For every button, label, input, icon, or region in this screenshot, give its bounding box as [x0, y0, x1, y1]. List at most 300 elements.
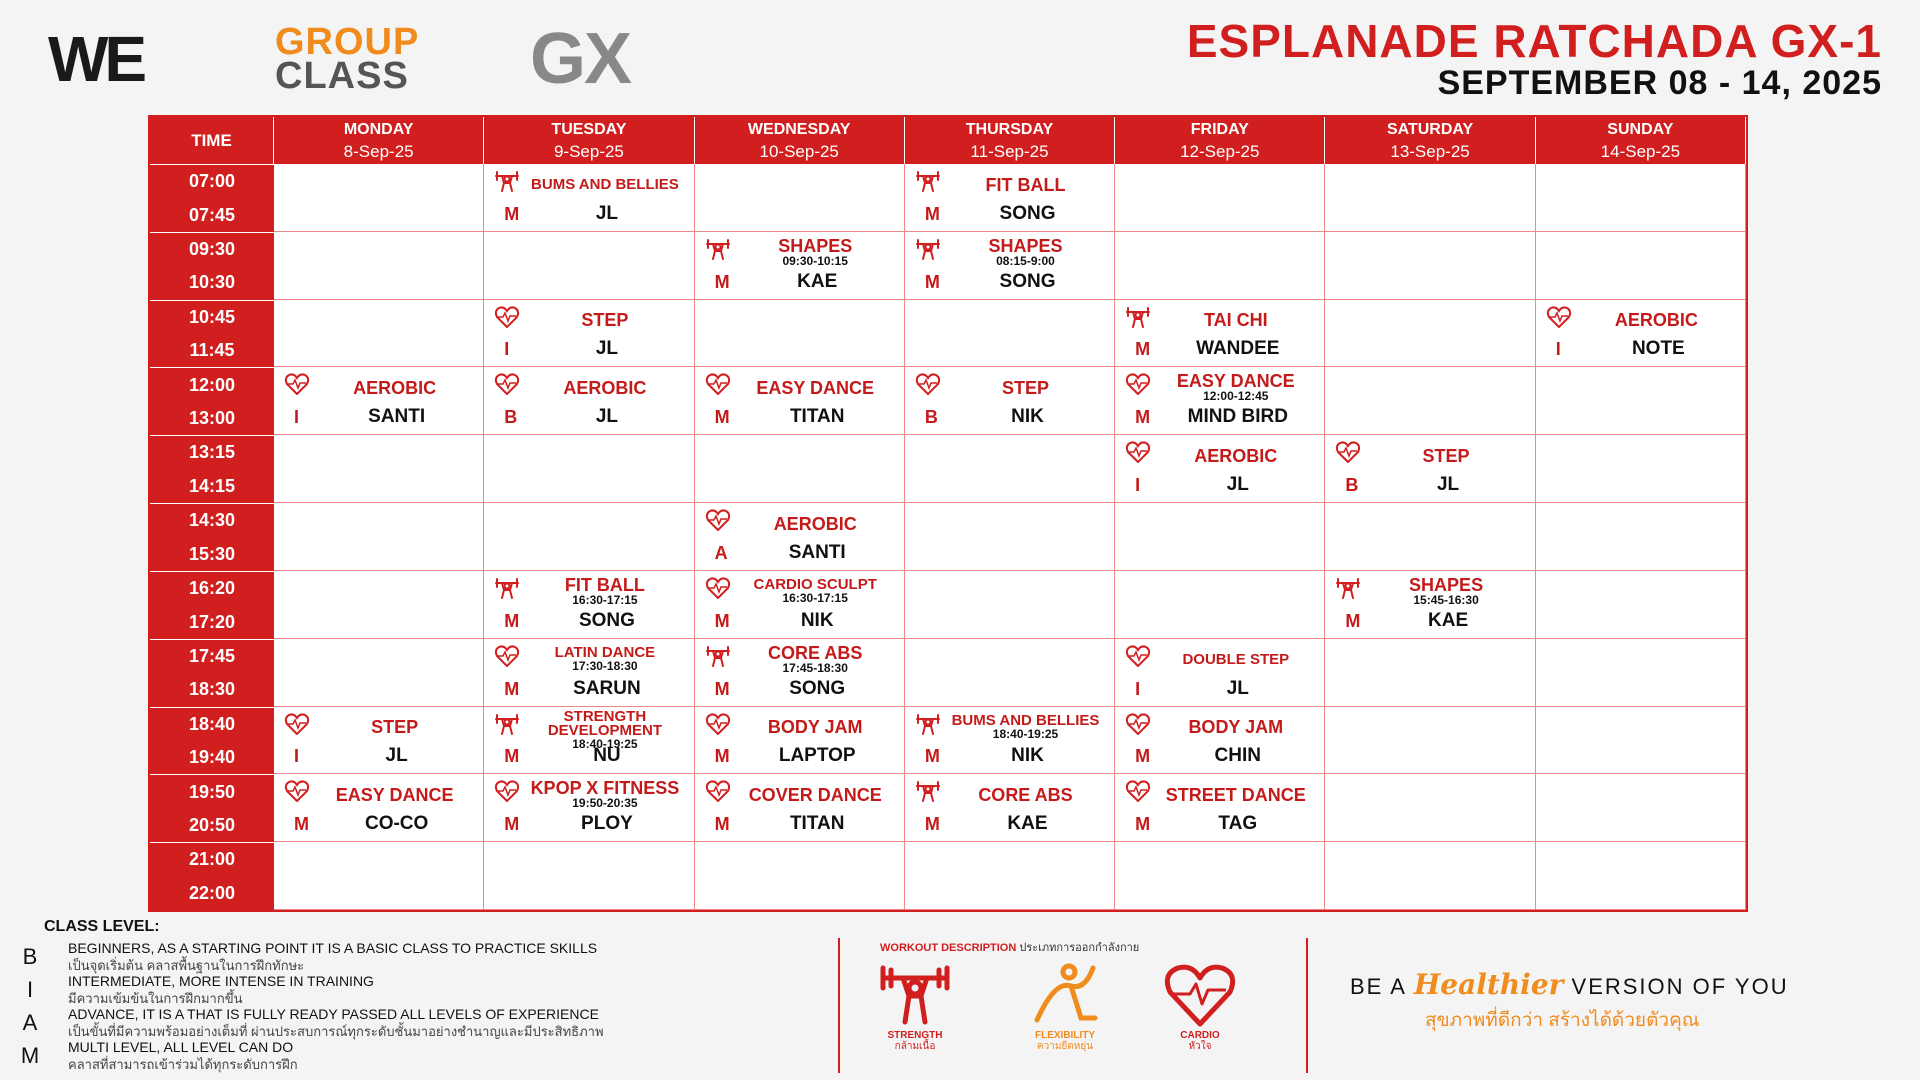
class-level: I [504, 339, 510, 360]
class-name [520, 303, 689, 339]
class-time: 16:30-17:15 [782, 591, 848, 606]
class-instructor: KAE [1428, 609, 1469, 631]
class-entry[interactable] [484, 300, 693, 367]
slot-start: 14:30 [188, 510, 236, 531]
class-entry[interactable] [1115, 367, 1324, 434]
class-entry[interactable] [484, 707, 693, 774]
slogan: BE A Healthier VERSION OF YOU [1350, 968, 1789, 1001]
class-entry[interactable] [905, 232, 1114, 299]
slot-start: 10:45 [188, 306, 236, 327]
class-entry[interactable] [484, 164, 693, 231]
class-level: M [504, 610, 520, 631]
class-level: I [1555, 339, 1561, 360]
slot-end: 22:00 [188, 882, 236, 903]
class-level: M [924, 746, 940, 767]
class-name [1361, 438, 1530, 474]
day-date: 10-Sep-25 [759, 141, 839, 161]
flexibility-label-th: ความยืดหยุ่น [1036, 1041, 1094, 1052]
strength-label: STRENGTH [887, 1030, 943, 1041]
class-entry[interactable] [274, 707, 483, 774]
logo-group-text: GROUP [275, 21, 420, 63]
schedule-cell [1325, 300, 1535, 368]
class-entry[interactable] [1115, 300, 1324, 367]
class-instructor: JL [595, 338, 619, 360]
class-title: SHAPES [778, 235, 853, 256]
class-title: AEROBIC [773, 513, 857, 534]
class-level: M [1135, 339, 1151, 360]
cardio-legend [1145, 960, 1255, 1052]
class-title: STEP [1422, 445, 1470, 466]
date-range: SEPTEMBER 08 - 14, 2025 [1437, 64, 1882, 102]
day-header [1115, 117, 1325, 164]
cardio-icon [705, 509, 733, 533]
class-entry[interactable] [695, 367, 904, 434]
class-level: M [1345, 610, 1361, 631]
class-time: 18:40-19:25 [992, 727, 1059, 742]
slot-end: 11:45 [189, 340, 235, 361]
time-slot [150, 639, 274, 707]
class-title: SHAPES [1409, 574, 1484, 595]
legend-item [20, 1039, 840, 1073]
cardio-icon [705, 713, 733, 737]
legend-item [20, 940, 840, 974]
class-entry[interactable] [1536, 300, 1745, 367]
class-entry[interactable] [905, 774, 1114, 841]
slot-end: 19:40 [188, 747, 236, 768]
schedule-cell [484, 774, 694, 842]
slogan-thai: สุขภาพที่ดีกว่า สร้างได้ด้วยตัวคุณ [1425, 1010, 1700, 1031]
class-time: 12:00-12:45 [1203, 389, 1269, 404]
class-time: 17:45-18:30 [782, 660, 848, 675]
slot-end: 18:30 [188, 679, 236, 700]
legend-text-thai: เป็นจุดเริ่มต้น คลาสพื้นฐานในการฝึกทักษะ [68, 958, 305, 973]
slot-start: 18:40 [188, 713, 236, 734]
strength-icon [875, 960, 955, 1030]
cardio-icon [1125, 645, 1153, 669]
class-instructor: KAE [797, 270, 838, 292]
schedule-cell [905, 164, 1115, 232]
class-entry[interactable] [695, 571, 904, 638]
strength-icon [1335, 577, 1363, 601]
class-name [310, 370, 479, 406]
class-time: 18:40-19:25 [572, 736, 638, 751]
strength-icon [915, 238, 943, 262]
day-header [695, 117, 905, 164]
slot-end: 20:50 [188, 814, 236, 835]
slot-start: 17:45 [188, 645, 236, 666]
class-instructor: MIND BIRD [1187, 406, 1288, 428]
schedule-cell [1325, 639, 1535, 707]
class-title: SHAPES [988, 235, 1063, 256]
class-name [1572, 303, 1741, 339]
schedule-cell [1325, 367, 1535, 435]
time-slot [150, 367, 274, 435]
schedule-cell [1325, 707, 1535, 775]
class-instructor: SANTI [788, 541, 846, 563]
schedule-cell [1536, 367, 1746, 435]
class-level: M [714, 271, 730, 292]
day-header [905, 117, 1115, 164]
class-name [310, 777, 479, 813]
class-name [941, 710, 1110, 746]
class-title: STEP [371, 717, 419, 738]
time-slot [150, 707, 274, 775]
class-instructor: TAG [1218, 813, 1258, 835]
legend-letter: M [20, 1043, 40, 1068]
schedule-cell [1115, 842, 1325, 910]
class-level: M [504, 746, 520, 767]
class-title: STRENGTH DEVELOPMENT [547, 707, 663, 739]
schedule-cell [905, 774, 1115, 842]
class-entry[interactable] [484, 639, 693, 706]
flexibility-label: FLEXIBILITY [1035, 1030, 1095, 1041]
schedule-cell [274, 842, 484, 910]
time-slot [150, 842, 274, 910]
class-title: EASY DANCE [756, 377, 875, 398]
class-instructor: CO-CO [364, 813, 429, 835]
slot-start: 13:15 [188, 442, 236, 463]
class-entry[interactable] [905, 367, 1114, 434]
schedule-cell [695, 164, 905, 232]
class-entry[interactable] [1115, 774, 1324, 841]
slot-end: 10:30 [188, 272, 236, 293]
class-title: EASY DANCE [335, 784, 454, 805]
class-entry[interactable] [695, 774, 904, 841]
class-name [1151, 710, 1320, 746]
class-title: BUMS AND BELLIES [531, 176, 679, 193]
legend-text-thai: คลาสที่สามารถเข้าร่วมได้ทุกระดับการฝึก [68, 1057, 298, 1072]
class-level: M [504, 678, 520, 699]
day-header [1536, 117, 1746, 164]
class-entry[interactable] [1115, 435, 1324, 502]
legend-text-thai: เป็นขั้นที่มีความพร้อมอย่างเต็มที่ ผ่านประสบการณ์ทุกระดับชั้นมาอย่างชำนาญและมีประสิทธิภาพ [68, 1024, 604, 1039]
class-title: AEROBIC [1194, 445, 1278, 466]
day-header [484, 117, 694, 164]
slot-end: 14:15 [188, 475, 236, 496]
class-time: 17:30-18:30 [572, 659, 638, 674]
page-title: ESPLANADE RATCHADA GX-1 [1186, 15, 1882, 67]
class-level: I [1135, 678, 1141, 699]
schedule-cell [1325, 435, 1535, 503]
schedule-cell [695, 707, 905, 775]
strength-icon [494, 577, 522, 601]
slot-end: 07:45 [188, 204, 236, 225]
class-instructor: JL [1226, 474, 1249, 496]
cardio-icon [494, 373, 522, 397]
strength-icon [705, 238, 733, 262]
legend-letter: I [26, 977, 34, 1002]
class-instructor: SONG [578, 609, 635, 631]
class-name [731, 710, 900, 746]
time-slot [150, 503, 274, 571]
class-name [1151, 303, 1320, 339]
class-title: EASY DANCE [1176, 371, 1295, 392]
slot-start: 21:00 [188, 849, 236, 870]
strength-icon [915, 780, 943, 804]
cardio-label-th: หัวใจ [1188, 1041, 1212, 1052]
schedule-cell [695, 639, 905, 707]
class-level: B [924, 407, 938, 428]
day-name: SATURDAY [1386, 120, 1474, 138]
workout-description-title: WORKOUT DESCRIPTION ประเภทการออกกำลังกาย [880, 942, 1140, 954]
class-entry[interactable] [905, 707, 1114, 774]
schedule-cell [695, 232, 905, 300]
schedule-cell [484, 503, 694, 571]
class-instructor: SONG [999, 270, 1056, 292]
schedule-cell [1536, 774, 1746, 842]
schedule-cell [484, 232, 694, 300]
schedule-cell [1536, 232, 1746, 300]
class-entry[interactable] [695, 503, 904, 570]
class-level: B [504, 407, 518, 428]
class-name [731, 506, 900, 542]
class-entry[interactable] [1325, 571, 1534, 638]
schedule-cell [695, 367, 905, 435]
class-entry[interactable] [274, 367, 483, 434]
cardio-icon [494, 780, 522, 804]
day-name: TUESDAY [551, 120, 627, 138]
cardio-icon [1335, 441, 1363, 465]
schedule-cell [1115, 639, 1325, 707]
class-entry[interactable] [1115, 639, 1324, 706]
class-entry[interactable] [695, 232, 904, 299]
class-level: M [1135, 814, 1151, 835]
schedule-cell [1325, 164, 1535, 232]
day-name: SUNDAY [1607, 120, 1674, 138]
cardio-icon [1125, 373, 1153, 397]
class-time: 19:50-20:35 [572, 796, 638, 811]
class-level: I [294, 407, 300, 428]
class-entry[interactable] [484, 571, 693, 638]
slot-end: 15:30 [188, 543, 236, 564]
class-level: M [924, 271, 940, 292]
class-title: DOUBLE STEP [1182, 650, 1290, 668]
schedule-cell [1536, 571, 1746, 639]
cardio-icon [1125, 713, 1153, 737]
class-name [941, 777, 1110, 813]
cardio-icon [494, 645, 522, 669]
schedule-cell [1536, 503, 1746, 571]
schedule-cell [274, 367, 484, 435]
time-slot [150, 164, 274, 232]
schedule-grid [148, 115, 1748, 912]
class-level: M [924, 203, 940, 224]
schedule-cell [905, 571, 1115, 639]
cardio-icon [705, 373, 733, 397]
schedule-cell [905, 503, 1115, 571]
class-title: STREET DANCE [1165, 784, 1306, 805]
class-level: M [714, 610, 730, 631]
class-instructor: SONG [999, 202, 1056, 224]
day-date: 12-Sep-25 [1180, 141, 1260, 161]
strength-label-th: กล้ามเนื้อ [894, 1041, 936, 1052]
day-date: 14-Sep-25 [1600, 141, 1681, 161]
schedule-cell [1325, 232, 1535, 300]
class-name [310, 710, 479, 746]
class-instructor: JL [1226, 677, 1249, 699]
flexibility-icon [1025, 960, 1105, 1030]
cardio-icon [284, 780, 312, 804]
schedule-cell [1536, 300, 1746, 368]
slot-end: 13:00 [188, 408, 236, 429]
schedule-cell [484, 367, 694, 435]
schedule-cell [905, 435, 1115, 503]
strength-icon [915, 170, 943, 194]
strength-legend [860, 960, 970, 1052]
class-name [520, 642, 689, 678]
class-title: BUMS AND BELLIES [951, 712, 1100, 730]
schedule-cell [905, 232, 1115, 300]
schedule-cell [1115, 571, 1325, 639]
schedule-cell [1115, 503, 1325, 571]
cardio-icon [1125, 441, 1153, 465]
day-header [1325, 117, 1535, 164]
schedule-cell [905, 367, 1115, 435]
class-time: 08:15-9:00 [996, 253, 1055, 268]
schedule-cell [695, 842, 905, 910]
class-title: AEROBIC [1614, 310, 1698, 331]
we-logo: WE [48, 23, 144, 95]
day-name: THURSDAY [965, 120, 1054, 138]
schedule-cell [484, 707, 694, 775]
class-name [731, 370, 900, 406]
class-entry[interactable] [1325, 435, 1534, 502]
class-instructor: TITAN [789, 406, 845, 428]
class-instructor: SONG [789, 677, 846, 699]
schedule-cell [695, 503, 905, 571]
schedule-cell [1115, 707, 1325, 775]
legend-text: INTERMEDIATE, MORE INTENSE IN TRAINING [68, 973, 374, 989]
class-entry[interactable] [1115, 707, 1324, 774]
day-header [274, 117, 484, 164]
class-level: I [1135, 475, 1141, 496]
schedule-cell [905, 707, 1115, 775]
class-level: M [714, 678, 730, 699]
class-name [1151, 370, 1320, 406]
class-level: M [1135, 407, 1151, 428]
schedule-cell [274, 164, 484, 232]
time-slot [150, 435, 274, 503]
cardio-icon [915, 373, 943, 397]
legend-item [20, 1006, 840, 1040]
class-level: M [1135, 746, 1151, 767]
class-level: M [294, 814, 309, 835]
class-title: BODY JAM [1188, 717, 1284, 738]
schedule-cell [1536, 639, 1746, 707]
class-name [731, 574, 900, 610]
class-name [941, 235, 1110, 271]
legend-item [20, 973, 840, 1007]
cardio-icon [705, 780, 733, 804]
day-date: 8-Sep-25 [343, 141, 414, 161]
class-level: M [504, 203, 520, 224]
slot-start: 19:50 [188, 781, 236, 802]
schedule-cell [905, 639, 1115, 707]
class-instructor: NOTE [1631, 338, 1685, 360]
class-instructor: PLOY [581, 813, 633, 835]
day-name: FRIDAY [1190, 120, 1249, 138]
class-instructor: NIK [1011, 406, 1044, 428]
class-name [520, 167, 689, 203]
slot-end: 17:20 [188, 611, 236, 632]
class-title: COVER DANCE [748, 784, 882, 805]
schedule-cell [695, 435, 905, 503]
class-instructor: NIK [800, 609, 834, 631]
cardio-icon [1160, 960, 1240, 1030]
schedule-cell [1115, 232, 1325, 300]
class-entry[interactable] [695, 639, 904, 706]
schedule-cell [484, 571, 694, 639]
class-name [1361, 574, 1530, 610]
gx-logo: GX [530, 19, 631, 99]
strength-icon [494, 713, 522, 737]
schedule-cell [695, 571, 905, 639]
class-title: STEP [1001, 377, 1049, 398]
schedule-cell [695, 300, 905, 368]
class-level: M [714, 814, 730, 835]
class-title: AEROBIC [563, 377, 647, 398]
header [0, 0, 1920, 112]
schedule-cell [274, 435, 484, 503]
schedule-cell [1115, 435, 1325, 503]
schedule-cell [1325, 842, 1535, 910]
day-date: 11-Sep-25 [970, 141, 1049, 161]
class-entry[interactable] [484, 774, 693, 841]
class-level: M [714, 407, 730, 428]
schedule-cell [1325, 503, 1535, 571]
schedule-cell [1325, 774, 1535, 842]
day-date: 9-Sep-25 [553, 141, 624, 161]
class-entry[interactable] [905, 164, 1114, 231]
schedule-cell [1536, 435, 1746, 503]
schedule-cell [274, 300, 484, 368]
class-instructor: WANDEE [1196, 338, 1280, 360]
slot-start: 07:00 [188, 171, 236, 192]
class-name [1151, 438, 1320, 474]
class-instructor: JL [385, 745, 408, 767]
class-level: M [504, 814, 520, 835]
schedule-cell [1536, 842, 1746, 910]
schedule-cell [274, 503, 484, 571]
class-name [941, 370, 1110, 406]
class-title: LATIN DANCE [554, 644, 656, 662]
time-slot [150, 774, 274, 842]
class-instructor: CHIN [1214, 745, 1261, 767]
class-name [731, 777, 900, 813]
strength-icon [915, 713, 943, 737]
legend-letter: A [22, 1010, 38, 1035]
legend-text-thai: มีความเข้มข้นในการฝึกมากขึ้น [68, 991, 243, 1006]
class-name [1151, 642, 1320, 678]
day-date: 13-Sep-25 [1390, 141, 1470, 161]
schedule-cell [484, 435, 694, 503]
flexibility-legend [1010, 960, 1120, 1052]
schedule-cell [484, 842, 694, 910]
class-time: 09:30-10:15 [782, 253, 848, 268]
legend-letter: B [22, 944, 38, 969]
strength-icon [705, 645, 733, 669]
slot-start: 16:20 [188, 578, 236, 599]
class-entry[interactable] [695, 707, 904, 774]
class-name [520, 370, 689, 406]
schedule-cell [274, 774, 484, 842]
class-entry[interactable] [274, 774, 483, 841]
cardio-icon [1125, 780, 1153, 804]
time-slot [150, 232, 274, 300]
class-entry[interactable] [484, 367, 693, 434]
class-instructor: SARUN [573, 677, 641, 699]
class-title: KPOP X FITNESS [530, 778, 680, 799]
